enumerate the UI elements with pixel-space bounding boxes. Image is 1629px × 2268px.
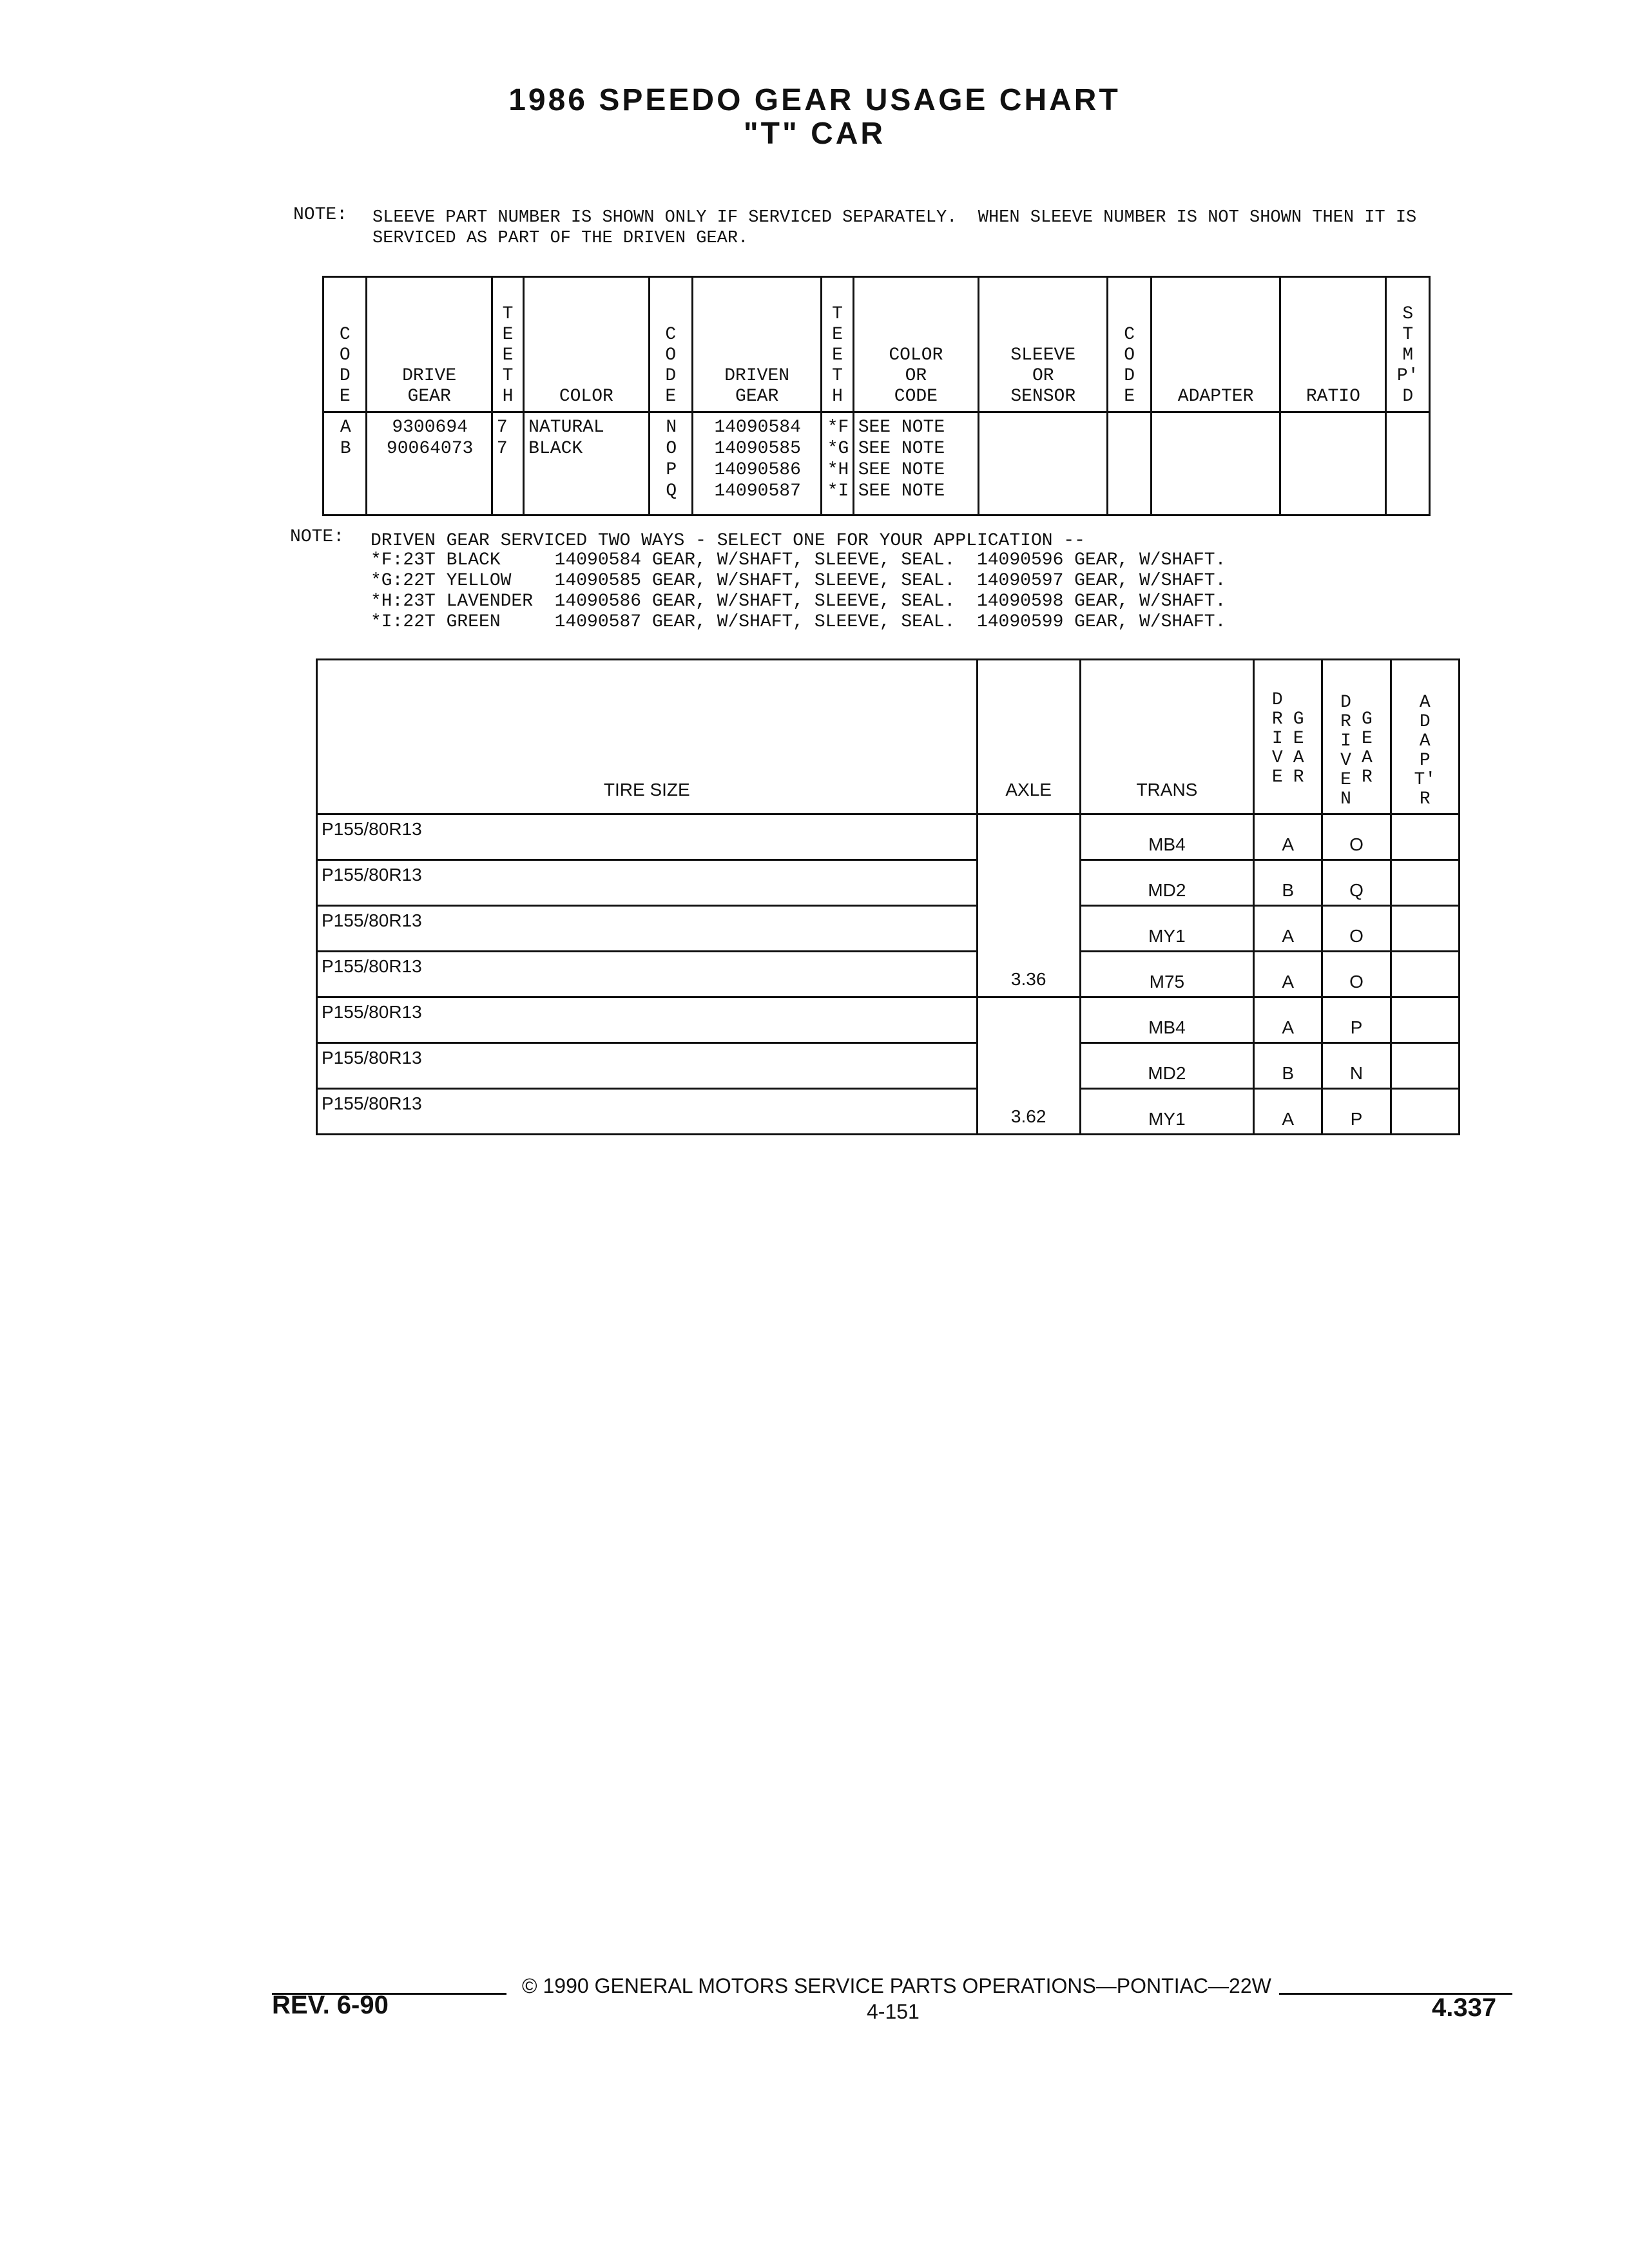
drive-gear-cell: A <box>1254 952 1322 997</box>
gear-table-body <box>323 412 1430 515</box>
driven-gear-cell: O <box>1322 906 1391 952</box>
stacked-text: C <box>1124 325 1135 345</box>
tire-size-cell: P155/80R13 <box>317 906 978 952</box>
cell-color-or-code <box>853 412 978 515</box>
adapter-cell <box>1391 814 1459 860</box>
page-number: 4.337 <box>1432 1994 1497 2022</box>
stacked-text: R <box>1271 709 1283 729</box>
stacked-text: D <box>1271 690 1283 710</box>
stacked-text: 14090584 <box>714 418 801 437</box>
stacked-text: E <box>1124 387 1135 407</box>
driven-note-line: *G:22T YELLOW 14090585 GEAR, W/SHAFT, SLEEVE, SEAL. 14090597 GEAR, W/SHAFT. <box>371 571 1226 591</box>
stacked-text: COLOR <box>559 387 613 407</box>
adapter-cell <box>1391 906 1459 952</box>
stacked-text: E <box>832 325 843 345</box>
stacked-text: CODE <box>894 387 938 407</box>
stacked-text: RATIO <box>1306 387 1360 407</box>
stacked-text: COLOR <box>889 345 943 365</box>
stacked-text: N <box>1340 789 1351 809</box>
table-row <box>317 1043 1460 1089</box>
stacked-text: N <box>666 418 677 437</box>
stacked-text: E <box>502 325 514 345</box>
drive-gear-cell: A <box>1254 997 1322 1043</box>
adapter-cell <box>1391 1043 1459 1089</box>
usage-table <box>316 658 1460 1135</box>
stacked-text: I <box>1340 731 1351 751</box>
col-stmpd <box>1386 277 1430 412</box>
stacked-text: 14090585 <box>714 439 801 459</box>
stacked-text: C <box>339 325 351 345</box>
trans-cell: MD2 <box>1080 1043 1253 1089</box>
tire-size-cell: P155/80R13 <box>317 952 978 997</box>
stacked-text: T <box>502 366 514 386</box>
stacked-text: NATURAL <box>528 418 604 437</box>
stacked-text: O <box>665 345 677 365</box>
trans-cell: MY1 <box>1080 1089 1253 1135</box>
stacked-text: G <box>1361 709 1373 729</box>
cell-code <box>323 412 367 515</box>
cell-code-2 <box>649 412 692 515</box>
stacked-text: H <box>832 387 843 407</box>
stacked-text: *F <box>827 418 849 437</box>
stacked-text: P <box>1419 751 1431 771</box>
stacked-text: D <box>665 366 677 386</box>
tire-size-cell: P155/80R13 <box>317 814 978 860</box>
driven-gear-cell: O <box>1322 952 1391 997</box>
stacked-text: I <box>1271 729 1283 749</box>
col-color-or-code <box>853 277 978 412</box>
col-teeth-2 <box>822 277 853 412</box>
tire-size-cell: P155/80R13 <box>317 997 978 1043</box>
stacked-text: 7 <box>496 418 508 437</box>
table-row <box>317 906 1460 952</box>
stacked-text: R <box>1419 789 1431 809</box>
driven-note-intro: DRIVEN GEAR SERVICED TWO WAYS - SELECT ONE FOR YOUR APPLICATION -- <box>371 531 1085 551</box>
col-drive-gear <box>1254 660 1322 814</box>
col-sleeve <box>979 277 1108 412</box>
stacked-text: B <box>340 439 351 459</box>
stacked-text: D <box>1340 693 1351 713</box>
stacked-text: T <box>1402 325 1414 345</box>
drive-gear-cell: A <box>1254 906 1322 952</box>
cell-teeth <box>492 412 523 515</box>
adapter-cell <box>1391 952 1459 997</box>
cell-teeth-2 <box>822 412 853 515</box>
stacked-text: E <box>502 345 514 365</box>
stacked-text: OR <box>905 366 927 386</box>
stacked-text: DRIVE <box>402 366 457 386</box>
stacked-text: SENSOR <box>1010 387 1076 407</box>
stacked-text: H <box>502 387 514 407</box>
adapter-cell <box>1391 1089 1459 1135</box>
stacked-text: A <box>1293 748 1304 768</box>
footer-copyright: © 1990 GENERAL MOTORS SERVICE PARTS OPERATIONS—PONTIAC—22W <box>522 1974 1271 1997</box>
stacked-text: E <box>832 345 843 365</box>
stacked-text: V <box>1340 751 1351 771</box>
stacked-text: SEE NOTE <box>858 460 945 480</box>
stacked-text: E <box>1293 729 1304 749</box>
table-row <box>317 1089 1460 1135</box>
stacked-text: A <box>1361 748 1373 768</box>
stacked-text: SEE NOTE <box>858 481 945 501</box>
col-tire-size: TIRE SIZE <box>317 660 978 814</box>
stacked-text: T <box>832 304 843 324</box>
col-code-3 <box>1108 277 1151 412</box>
table-row <box>317 952 1460 997</box>
trans-cell: MD2 <box>1080 860 1253 906</box>
stacked-text: GEAR <box>407 387 451 407</box>
col-code <box>323 277 367 412</box>
cell-color <box>524 412 649 515</box>
col-adapter <box>1391 660 1459 814</box>
stacked-text: O <box>339 345 351 365</box>
stacked-text: M <box>1402 345 1414 365</box>
adapter-cell <box>1391 997 1459 1043</box>
stacked-text: T <box>832 366 843 386</box>
revision-label: REV. 6-90 <box>272 1991 389 2019</box>
stacked-text: T' <box>1414 770 1436 790</box>
stacked-text: D <box>1402 387 1414 407</box>
driven-gear-cell: N <box>1322 1043 1391 1089</box>
trans-cell: MB4 <box>1080 997 1253 1043</box>
stacked-text: E <box>1361 729 1373 749</box>
drive-gear-cell: B <box>1254 1043 1322 1089</box>
cell-driven-gear <box>692 412 821 515</box>
stacked-text: O <box>666 439 677 459</box>
trans-cell: MB4 <box>1080 814 1253 860</box>
tire-size-cell: P155/80R13 <box>317 860 978 906</box>
stacked-text: E <box>1340 770 1351 790</box>
stacked-text: O <box>1124 345 1135 365</box>
stacked-text: SEE NOTE <box>858 418 945 437</box>
table-row <box>317 860 1460 906</box>
stacked-text: A <box>340 418 351 437</box>
stacked-text: S <box>1402 304 1414 324</box>
driven-gear-cell: P <box>1322 997 1391 1043</box>
col-driven-gear <box>692 277 821 412</box>
tire-size-cell: P155/80R13 <box>317 1043 978 1089</box>
stacked-text: GEAR <box>735 387 779 407</box>
stacked-text: OR <box>1032 366 1054 386</box>
col-teeth <box>492 277 523 412</box>
stacked-text: 14090586 <box>714 460 801 480</box>
stacked-text: 7 <box>496 439 508 459</box>
stacked-text: 14090587 <box>714 481 801 501</box>
stacked-text: *G <box>827 439 849 459</box>
stacked-text: ADAPTER <box>1177 387 1254 407</box>
col-code-2 <box>649 277 692 412</box>
col-drive-gear <box>367 277 492 412</box>
note-line-2: SERVICED AS PART OF THE DRIVEN GEAR. <box>372 229 749 248</box>
col-driven-gear <box>1322 660 1391 814</box>
stacked-text: 9300694 <box>392 418 468 437</box>
stacked-text: R <box>1340 712 1351 732</box>
gear-table-header <box>323 277 1430 412</box>
col-ratio <box>1280 277 1386 412</box>
col-color <box>524 277 649 412</box>
usage-table-header <box>317 660 1460 814</box>
note-label: NOTE: <box>293 205 348 225</box>
driven-note-line: *I:22T GREEN 14090587 GEAR, W/SHAFT, SLEEVE, SEAL. 14090599 GEAR, W/SHAFT. <box>371 612 1226 632</box>
cell-code-3 <box>1108 412 1151 515</box>
stacked-text: *H <box>827 460 849 480</box>
stacked-text: E <box>339 387 351 407</box>
stacked-text: BLACK <box>528 439 583 459</box>
stacked-text: DRIVEN <box>724 366 790 386</box>
driven-gear-cell: O <box>1322 814 1391 860</box>
stacked-text: SLEEVE <box>1010 345 1076 365</box>
col-axle: AXLE <box>977 660 1080 814</box>
stacked-text: R <box>1293 767 1304 787</box>
cell-ratio <box>1280 412 1386 515</box>
axle-cell: 3.62 <box>977 997 1080 1135</box>
gear-table <box>322 276 1431 516</box>
tire-size-cell: P155/80R13 <box>317 1089 978 1135</box>
cell-drive-gear <box>367 412 492 515</box>
note-line-1: SLEEVE PART NUMBER IS SHOWN ONLY IF SERVICED SEPARATELY. WHEN SLEEVE NUMBER IS NOT SHOWN THEN IT IS <box>372 208 1417 227</box>
cell-stmpd <box>1386 412 1430 515</box>
drive-gear-cell: A <box>1254 1089 1322 1135</box>
table-row <box>317 814 1460 860</box>
stacked-text: D <box>1124 366 1135 386</box>
stacked-text: *I <box>827 481 849 501</box>
usage-table-body <box>317 814 1460 1135</box>
stacked-text: 90064073 <box>386 439 474 459</box>
driven-note-label: NOTE: <box>290 527 345 547</box>
col-trans: TRANS <box>1080 660 1253 814</box>
stacked-text: E <box>665 387 677 407</box>
driven-gear-cell: Q <box>1322 860 1391 906</box>
page-title: 1986 SPEEDO GEAR USAGE CHART <box>508 83 1121 117</box>
cell-sleeve <box>979 412 1108 515</box>
driven-gear-cell: P <box>1322 1089 1391 1135</box>
footer-page-center: 4-151 <box>867 2000 920 2023</box>
trans-cell: MY1 <box>1080 906 1253 952</box>
stacked-text: V <box>1271 748 1283 768</box>
driven-note-line: *F:23T BLACK 14090584 GEAR, W/SHAFT, SLEEVE, SEAL. 14090596 GEAR, W/SHAFT. <box>371 550 1226 570</box>
stacked-text: D <box>1419 712 1431 732</box>
stacked-text: R <box>1361 767 1373 787</box>
stacked-text: P <box>666 460 677 480</box>
adapter-cell <box>1391 860 1459 906</box>
drive-gear-cell: A <box>1254 814 1322 860</box>
stacked-text: T <box>502 304 514 324</box>
stacked-text: P' <box>1396 366 1419 386</box>
stacked-text: A <box>1419 693 1431 713</box>
stacked-text: E <box>1271 767 1283 787</box>
stacked-text: A <box>1419 731 1431 751</box>
stacked-text: D <box>339 366 351 386</box>
cell-adapter <box>1151 412 1280 515</box>
stacked-text: C <box>665 325 677 345</box>
driven-note-line: *H:23T LAVENDER 14090586 GEAR, W/SHAFT, SLEEVE, SEAL. 14090598 GEAR, W/SHAFT. <box>371 591 1226 611</box>
axle-cell: 3.36 <box>977 814 1080 997</box>
stacked-text: G <box>1293 709 1304 729</box>
table-row <box>317 997 1460 1043</box>
col-adapter <box>1151 277 1280 412</box>
page-subtitle: "T" CAR <box>743 117 886 151</box>
stacked-text: SEE NOTE <box>858 439 945 459</box>
drive-gear-cell: B <box>1254 860 1322 906</box>
stacked-text: Q <box>666 481 677 501</box>
trans-cell: M75 <box>1080 952 1253 997</box>
